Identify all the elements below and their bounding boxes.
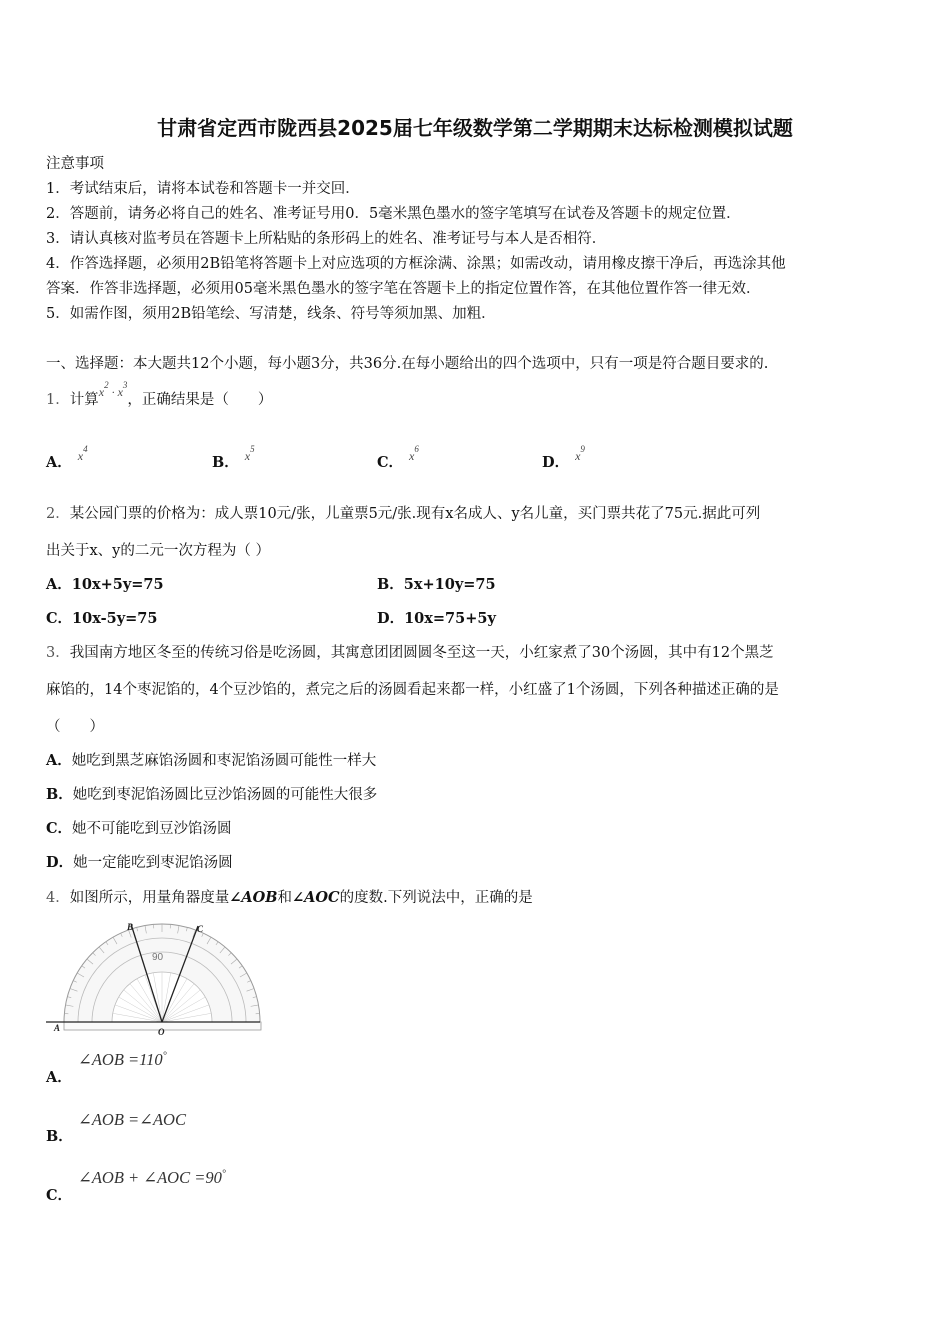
question-text: 某公园门票的价格为：成人票10元/张，儿童票5元/张.现有x名成人、y名儿童，买门票共花了75元.据此可列: [69, 506, 761, 522]
question-text: 计算: [69, 392, 99, 408]
question-text: 出关于x、y的二元一次方程为（ ）: [46, 543, 270, 559]
option-text: 10x-5y=75: [72, 610, 158, 627]
math-exponent: 5: [250, 444, 255, 454]
protractor: [64, 924, 261, 1030]
question-1: [46, 380, 273, 409]
option-a-expr: [78, 1050, 167, 1070]
degree-symbol: °: [162, 1050, 167, 1062]
question-2: [46, 502, 760, 523]
option-b: [46, 783, 377, 804]
notice-item: 2．答题前，请务必将自己的姓名、准考证号用0．5毫米黑色墨水的签字笔填写在试卷及答题卡的规定位置．: [46, 206, 741, 222]
protractor-figure: [46, 918, 266, 1038]
math-term: x: [77, 449, 84, 463]
option-text: 她一定能吃到枣泥馅汤圆: [73, 855, 233, 871]
option-text: 10x+5y=75: [71, 576, 164, 593]
notice-item: 3．请认真核对监考员在答题卡上所粘贴的条形码上的姓名、准考证号与本人是否相符．: [46, 231, 607, 247]
question-text: 如图所示，用量角器度量: [69, 890, 230, 906]
angle-label: ∠AOC: [292, 889, 340, 906]
option-b: [212, 444, 255, 472]
question-number: 4．: [46, 890, 70, 906]
notice-item: 1．考试结束后，请将本试卷和答题卡一并交回．: [46, 181, 360, 197]
math-term: x: [117, 385, 123, 399]
question-text: （ ）: [46, 719, 104, 735]
section-heading: 一、选择题：本大题共12个小题，每小题3分，共36分.在每小题给出的四个选项中，只有一项是符合题目要求的.: [46, 356, 769, 372]
option-label: B．: [212, 454, 239, 471]
point-a-label: A: [54, 1023, 61, 1033]
math-exponent: 2: [104, 380, 109, 390]
point-b-label: B: [127, 922, 134, 932]
option-c: [46, 817, 232, 838]
notice-item: 5．如需作图，须用2B铅笔绘、写清楚，线条、符号等须加黑、加粗．: [46, 306, 496, 322]
math-exponent: 4: [83, 444, 88, 454]
math-operator: ·: [111, 385, 115, 399]
option-b: [377, 573, 496, 594]
question-number: 1．: [46, 392, 70, 408]
math-term: x: [409, 449, 415, 463]
option-label: C．: [46, 820, 73, 837]
question-text: 我国南方地区冬至的传统习俗是吃汤圆，其寓意团团圆圆冬至这一天，小红家煮了30个汤圆，其中有12个黑芝: [69, 645, 774, 661]
option-a: A．: [46, 1069, 72, 1086]
option-text: ∠AOB =110: [78, 1050, 163, 1069]
question-4: [46, 886, 533, 907]
option-label: D．: [46, 854, 74, 871]
notice-item: 答案．作答非选择题，必须用05毫米黑色墨水的签字笔在答题卡上的指定位置作答，在其他位置作答一律无效．: [46, 281, 761, 297]
question-text: 的度数.下列说法中，正确的是: [339, 890, 533, 906]
option-text: 5x+10y=75: [403, 576, 496, 593]
option-d: [377, 607, 496, 628]
option-label: A．: [46, 454, 72, 471]
option-d: [542, 444, 585, 472]
option-label: C．: [46, 610, 73, 627]
question-number: 2．: [46, 506, 70, 522]
option-b: B．: [46, 1128, 73, 1145]
angle-label: ∠AOB: [229, 889, 278, 906]
math-term: x: [98, 385, 105, 399]
option-label: D．: [377, 610, 405, 627]
point-o-label: O: [158, 1027, 165, 1037]
option-a: [46, 444, 88, 472]
option-b-expr: [78, 1110, 186, 1130]
question-3: [46, 641, 774, 662]
option-d: [46, 851, 233, 872]
math-exponent: 9: [580, 444, 585, 454]
option-c-expr: [78, 1168, 226, 1188]
notice-heading: 注意事项: [46, 156, 104, 172]
notice-item: 4．作答选择题，必须用2B铅笔将答题卡上对应选项的方框涂满、涂黑；如需改动，请用橡皮擦干净后，再选涂其他: [46, 256, 786, 272]
option-c: C．: [46, 1187, 73, 1204]
math-exponent: 3: [122, 380, 128, 390]
option-label: C．: [377, 454, 404, 471]
page-title: 甘肃省定西市陇西县2025届七年级数学第二学期期末达标检测模拟试题: [157, 116, 793, 140]
math-exponent: 6: [414, 444, 419, 454]
option-text: 她吃到黑芝麻馅汤圆和枣泥馅汤圆可能性一样大: [71, 753, 377, 769]
option-a: [46, 573, 164, 594]
option-label: B．: [377, 576, 404, 593]
degree-symbol: °: [221, 1168, 226, 1180]
question-text: 麻馅的，14个枣泥馅的，4个豆沙馅的，煮完之后的汤圆看起来都一样，小红盛了1个汤圆，下列各种描述正确的是: [46, 682, 779, 698]
option-label: A．: [46, 576, 72, 593]
option-a: [46, 749, 376, 770]
option-c: [377, 444, 419, 472]
math-term: x: [575, 449, 581, 463]
option-text: 10x=75+5y: [404, 610, 496, 627]
option-text: 她不可能吃到豆沙馅汤圆: [72, 821, 232, 837]
option-label: B．: [46, 786, 73, 803]
question-text: 和: [277, 890, 293, 906]
option-label: D．: [542, 454, 570, 471]
option-c: [46, 607, 157, 628]
question-number: 3．: [46, 645, 70, 661]
math-term: x: [244, 449, 251, 463]
point-c-label: C: [197, 924, 204, 934]
option-label: A．: [46, 752, 72, 769]
question-text: ，正确结果是（ ）: [127, 392, 273, 408]
option-text: ∠AOB =∠AOC: [78, 1110, 186, 1129]
option-text: 她吃到枣泥馅汤圆比豆沙馅汤圆的可能性大很多: [72, 787, 378, 803]
option-text: ∠AOB + ∠AOC =90: [78, 1168, 222, 1187]
center-mark: 90: [152, 952, 164, 963]
